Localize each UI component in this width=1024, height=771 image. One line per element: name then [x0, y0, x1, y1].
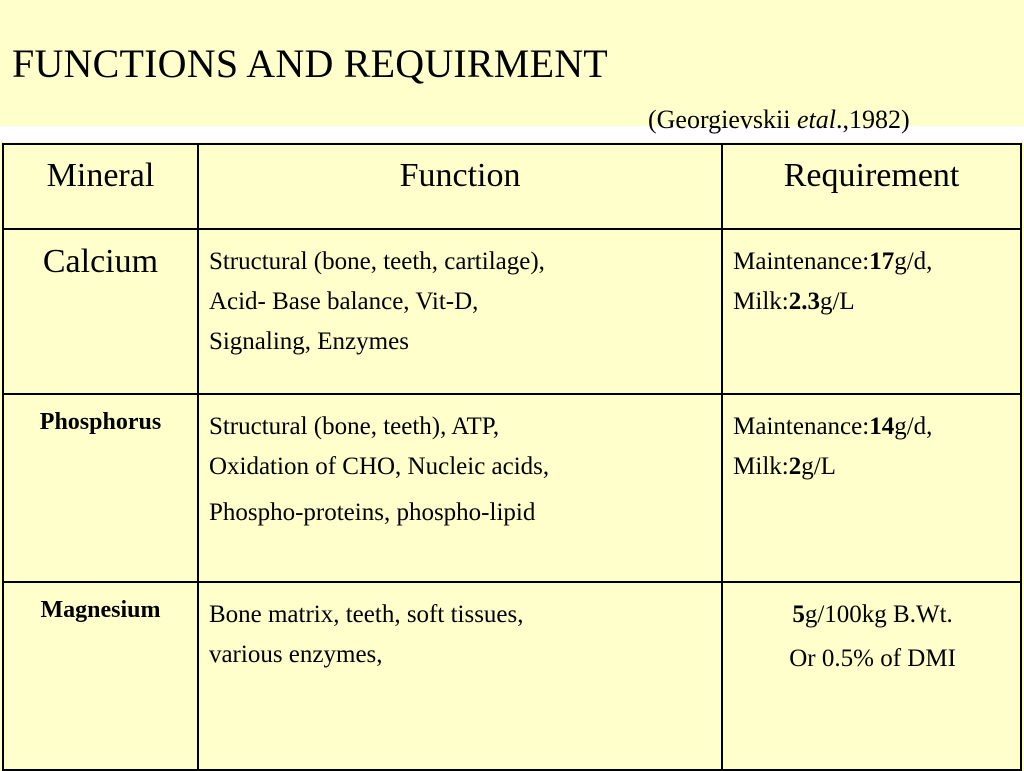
requirement-milk [733, 447, 1012, 487]
function-text [199, 230, 721, 362]
mineral-cell [3, 582, 198, 770]
requirement-label: Milk: [733, 288, 789, 315]
requirement-milk [733, 282, 1012, 322]
table-row-phosphorus [3, 394, 1021, 582]
requirement-value: 17 [869, 248, 895, 275]
header-requirement-label: Requirement [783, 157, 960, 194]
requirement-value: 14 [869, 413, 895, 440]
requirement-unit: g/d, [894, 413, 933, 440]
table-row-calcium [3, 229, 1021, 394]
requirement-text [723, 583, 1020, 679]
header-function [198, 144, 722, 229]
mineral-cell [3, 394, 198, 582]
requirement-unit: g/d, [894, 248, 933, 275]
requirement-value: 2 [788, 453, 802, 480]
requirement-unit: g/L [819, 288, 855, 315]
requirement-unit: g/100kg B.Wt. [804, 601, 953, 628]
function-cell [198, 394, 722, 582]
function-line: various enzymes, [208, 641, 383, 668]
requirement-dmi: Or 0.5% of DMI [789, 645, 956, 672]
function-line: Signaling, Enzymes [208, 328, 409, 355]
table-header-row [3, 144, 1021, 229]
table-row-magnesium [3, 582, 1021, 770]
slide-title: FUNCTIONS AND REQUIRMENT [12, 41, 608, 86]
requirement-cell [722, 394, 1021, 582]
requirement-value: 5 [792, 601, 805, 628]
requirement-unit: g/L [801, 453, 836, 480]
citation-prefix: (Georgievskii [648, 105, 797, 134]
mineral-name: Calcium [42, 243, 159, 280]
function-line: Oxidation of CHO, Nucleic acids, [208, 453, 550, 480]
function-line: Bone matrix, teeth, soft tissues, [208, 601, 524, 628]
header-function-label: Function [399, 157, 521, 194]
header-mineral [3, 144, 198, 229]
function-line: Phospho-proteins, phospho-lipid [208, 499, 536, 526]
citation [648, 104, 910, 136]
function-line: Structural (bone, teeth), ATP, [208, 413, 500, 440]
mineral-cell [3, 229, 198, 394]
function-text [199, 583, 721, 675]
citation-italic: etal [797, 105, 836, 134]
requirement-label: Milk: [733, 453, 789, 480]
header-mineral-label: Mineral [46, 157, 155, 194]
requirement-value: 2.3 [788, 288, 820, 315]
function-line: Structural (bone, teeth, cartilage), [208, 248, 545, 275]
requirement-maintenance [733, 407, 1012, 447]
function-cell [198, 229, 722, 394]
requirement-label: Maintenance: [733, 413, 870, 440]
mineral-name: Magnesium [40, 597, 161, 623]
function-line: Acid- Base balance, Vit-D, [208, 288, 479, 315]
mineral-name: Phosphorus [39, 409, 162, 435]
header-requirement [722, 144, 1021, 229]
requirement-cell [722, 229, 1021, 394]
requirement-maintenance [733, 242, 1012, 282]
citation-suffix: .,1982) [836, 105, 910, 134]
requirement-per-weight [733, 595, 1012, 635]
function-text [199, 395, 721, 533]
requirement-cell [722, 582, 1021, 770]
requirement-label: Maintenance: [733, 248, 870, 275]
requirement-text [723, 230, 1020, 322]
requirement-text [723, 395, 1020, 487]
minerals-table [2, 143, 1022, 771]
function-cell [198, 582, 722, 770]
